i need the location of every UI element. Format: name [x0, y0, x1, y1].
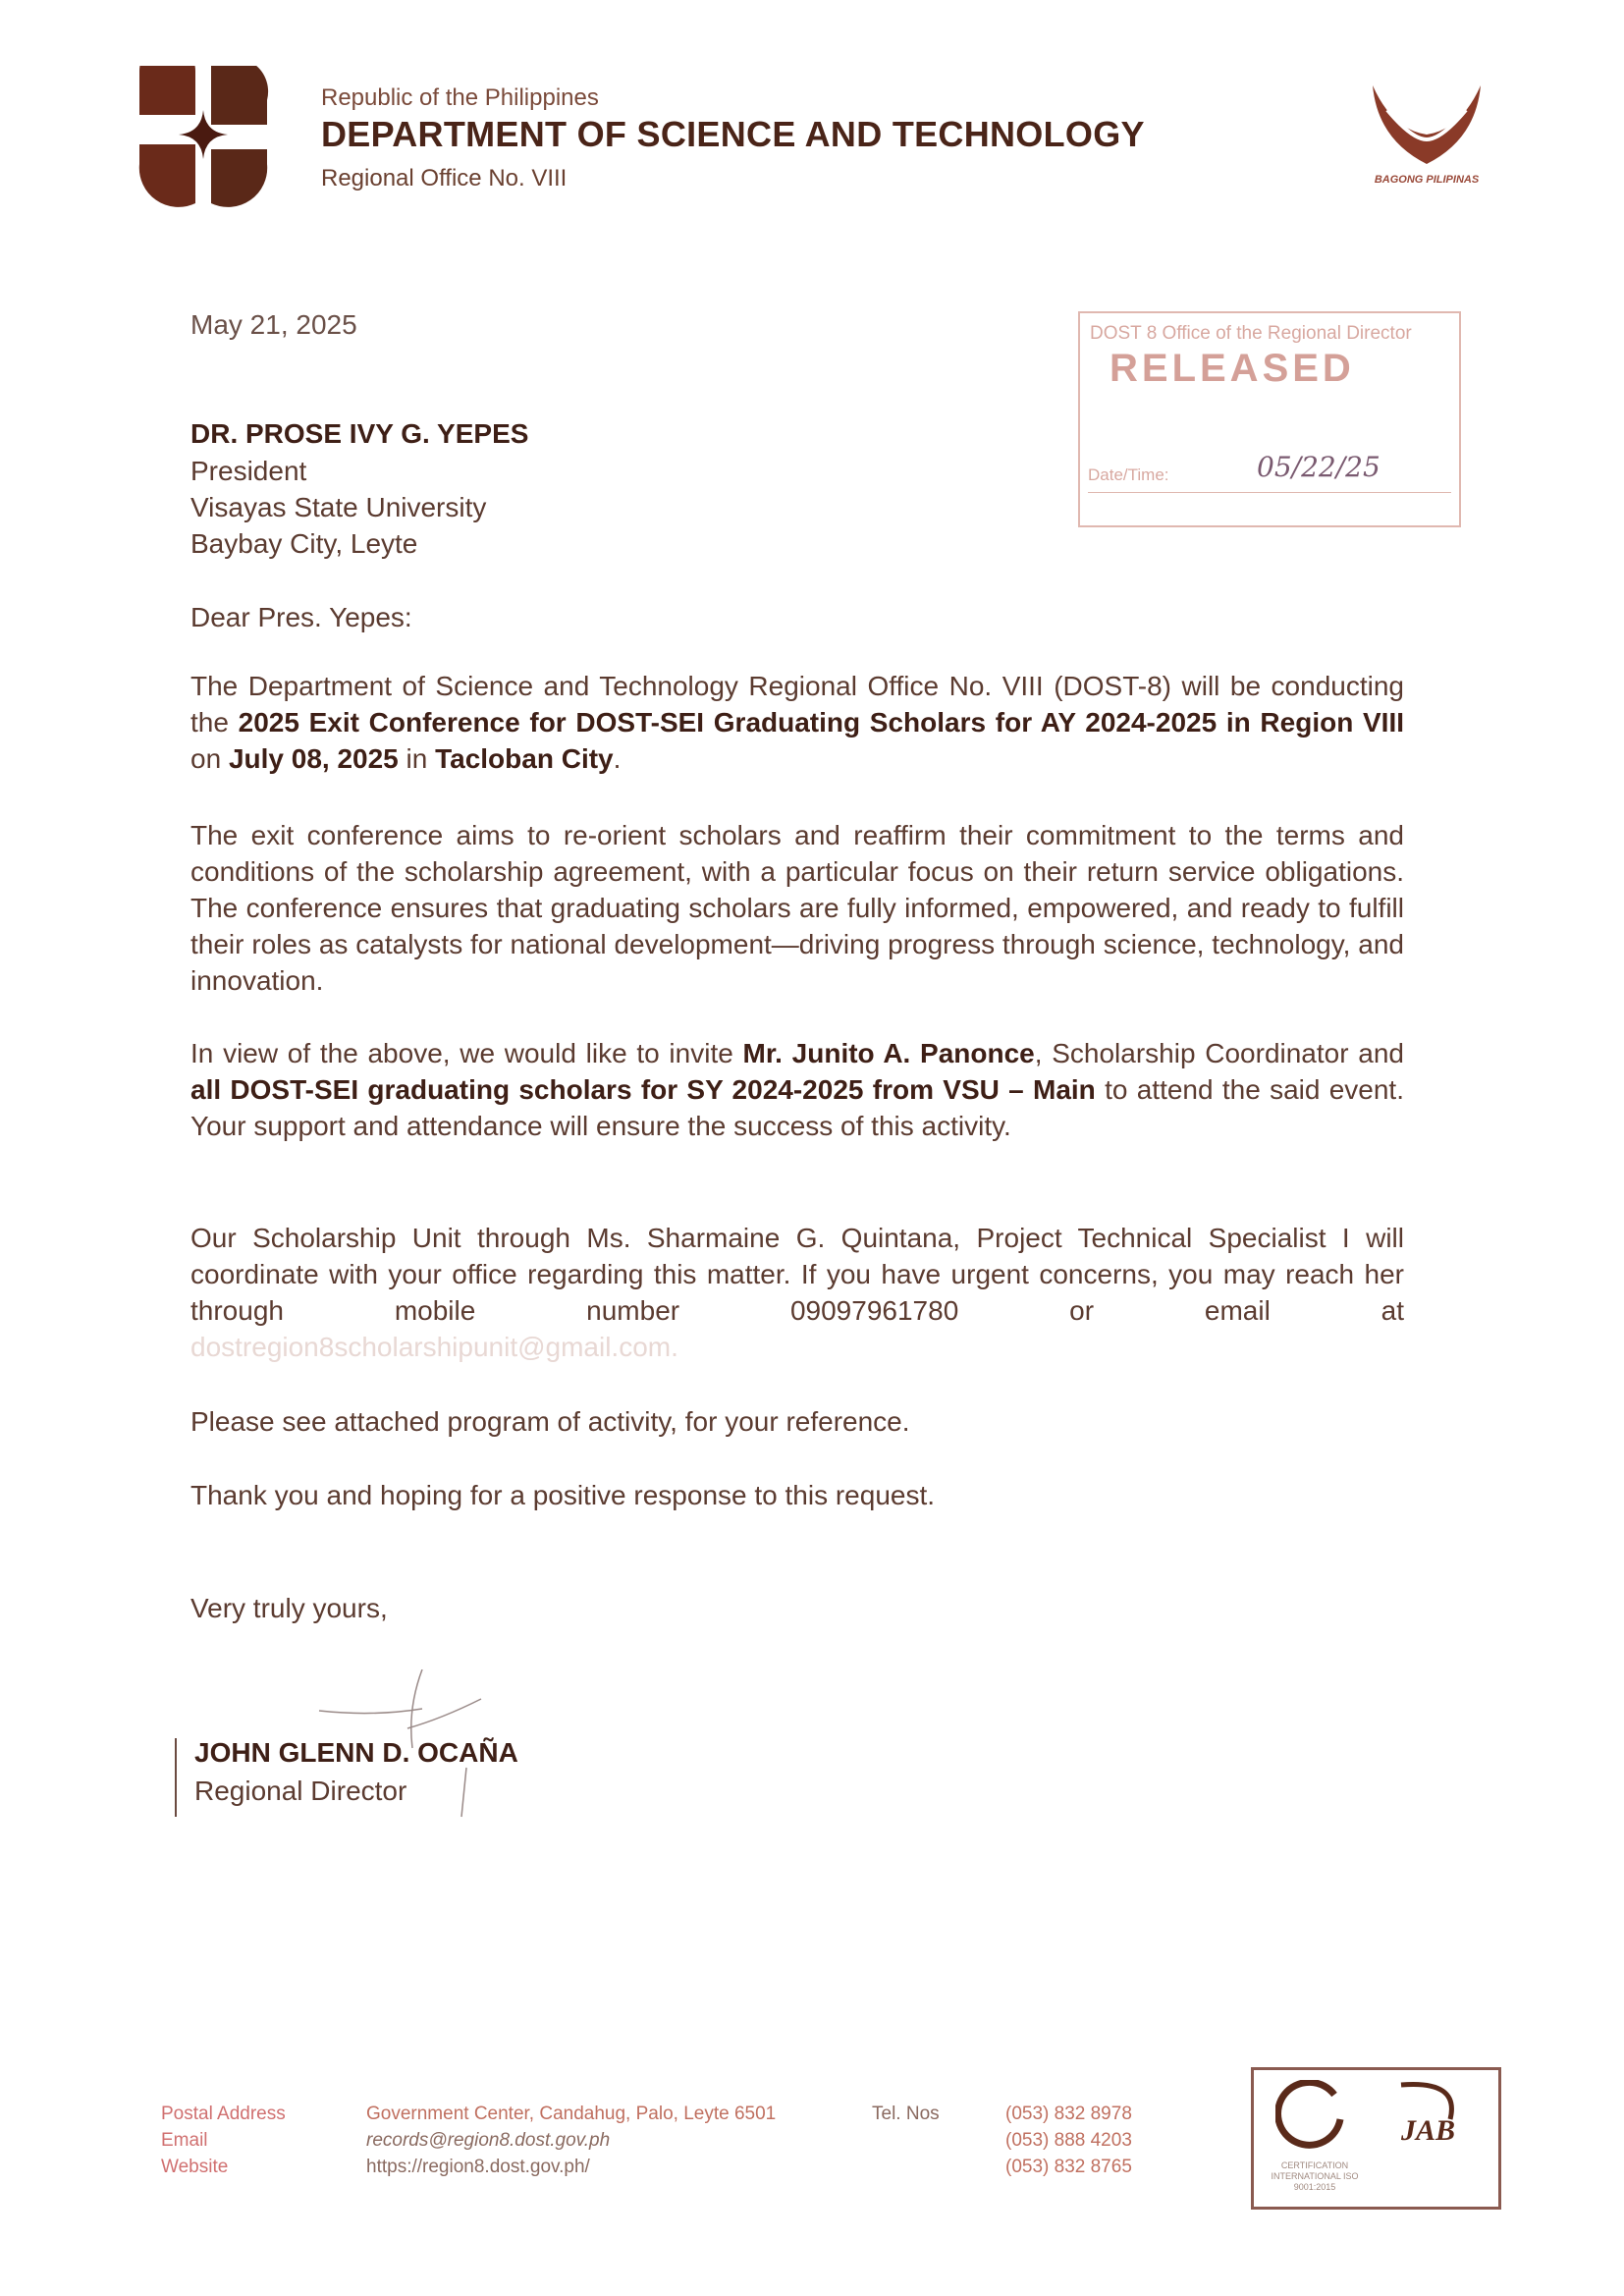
- regional-office-label: Regional Office No. VIII: [321, 165, 568, 191]
- website-label: Website: [161, 2157, 229, 2177]
- stamp-office: DOST 8 Office of the Regional Director: [1090, 323, 1412, 344]
- tel-number: (053) 832 8978: [1005, 2104, 1132, 2124]
- postal-label: Postal Address: [161, 2104, 286, 2124]
- republic-label: Republic of the Philippines: [321, 84, 599, 111]
- salutation: Dear Pres. Yepes:: [190, 602, 412, 632]
- jab-swoosh-icon: [1391, 2080, 1470, 2129]
- signatory-title: Regional Director: [194, 1776, 407, 1806]
- website-value[interactable]: https://region8.dost.gov.ph/: [366, 2157, 590, 2177]
- event-name: 2025 Exit Conference for DOST-SEI Graduating Scholars for AY 2024-2025 in Region VIII: [238, 707, 1405, 738]
- paragraph-thanks: Thank you and hoping for a positive response to this request.: [190, 1480, 936, 1510]
- certification-badge: [1251, 2067, 1501, 2210]
- p3-text: , Scholarship Coordinator and: [1034, 1038, 1404, 1068]
- invitee-group: all DOST-SEI graduating scholars for SY 2024-2025 from VSU – Main: [190, 1074, 1096, 1105]
- recipient-institution: Visayas State University: [190, 492, 487, 522]
- contact-email[interactable]: [190, 1329, 678, 1365]
- cert-right-logo: JAB: [1401, 2114, 1456, 2147]
- tel-numbers: [1005, 2101, 1132, 2180]
- tel-number: (053) 832 8765: [1005, 2157, 1132, 2177]
- department-name: DEPARTMENT OF SCIENCE AND TECHNOLOGY: [321, 114, 1145, 154]
- p1-text: on: [190, 743, 229, 774]
- p3-text: In view of the above, we would like to invite: [190, 1038, 743, 1068]
- signature-bar: [175, 1738, 177, 1817]
- recipient-name: DR. PROSE IVY G. YEPES: [190, 418, 529, 449]
- p4-end: .: [671, 1332, 678, 1362]
- signatory-name: JOHN GLENN D. OCAÑA: [194, 1737, 518, 1768]
- event-venue: Tacloban City: [435, 743, 614, 774]
- letter-date: May 21, 2025: [190, 309, 357, 340]
- postal-value: Government Center, Candahug, Palo, Leyte 6501: [366, 2104, 777, 2124]
- cert-left-text: CERTIFICATION INTERNATIONAL ISO 9001:2015: [1271, 2160, 1359, 2192]
- footer-labels: [161, 2101, 286, 2180]
- recipient-title: President: [190, 456, 307, 486]
- bagong-pilipinas-logo: [1353, 81, 1500, 191]
- recipient-address: Baybay City, Leyte: [190, 528, 418, 559]
- closing: Very truly yours,: [190, 1593, 388, 1623]
- paragraph-event: [190, 668, 1404, 777]
- stamp-line: [1088, 492, 1451, 493]
- footer-values: [366, 2101, 776, 2180]
- paragraph-invitation: [190, 1035, 1404, 1144]
- released-stamp: [1078, 311, 1461, 527]
- stamp-date-label: Date/Time:: [1088, 465, 1169, 484]
- certification-ring-icon: [1275, 2080, 1354, 2159]
- email-value[interactable]: records@region8.dost.gov.ph: [366, 2130, 611, 2151]
- stamp-handwritten-date: 05/22/25: [1257, 451, 1380, 483]
- dost-logo: [135, 66, 272, 209]
- p1-text: .: [613, 743, 622, 774]
- event-date: July 08, 2025: [228, 743, 399, 774]
- tel-number: (053) 888 4203: [1005, 2130, 1132, 2151]
- tel-label: Tel. Nos: [872, 2104, 940, 2124]
- bagong-pilipinas-text: BAGONG PILIPINAS: [1374, 174, 1480, 186]
- paragraph-attachment: Please see attached program of activity, for your reference.: [190, 1406, 910, 1437]
- paragraph-contact: Our Scholarship Unit through Ms. Sharmaine G. Quintana, Project Technical Specialist I will coordinate with your office regarding this matter. If you have urgent concerns, you may reach her through mobile number 09097961780 or email at: [190, 1223, 1404, 1326]
- p3-text: to attend the said event. Your support and attendance will ensure the success of this activity.: [190, 1074, 1404, 1141]
- p1-text: The Department of Science and Technology Regional Office No. VIII (DOST-8) will be conducting the: [190, 671, 1404, 738]
- invitee-name: Mr. Junito A. Panonce: [742, 1038, 1035, 1068]
- stamp-status: RELEASED: [1110, 347, 1355, 390]
- paragraph-purpose: The exit conference aims to re-orient scholars and reaffirm their commitment to the terms and conditions of the scholarship agreement, with a particular focus on their return service obligations. The conference ensures that graduating scholars are fully informed, empowered, and ready to fulfill their roles as catalysts for national development—driving progress through science, technology, and innovation.: [190, 820, 1404, 996]
- p1-text: in: [398, 743, 436, 774]
- email-label: Email: [161, 2130, 208, 2151]
- contact-email-link[interactable]: dostregion8scholarshipunit@gmail.com: [190, 1332, 672, 1362]
